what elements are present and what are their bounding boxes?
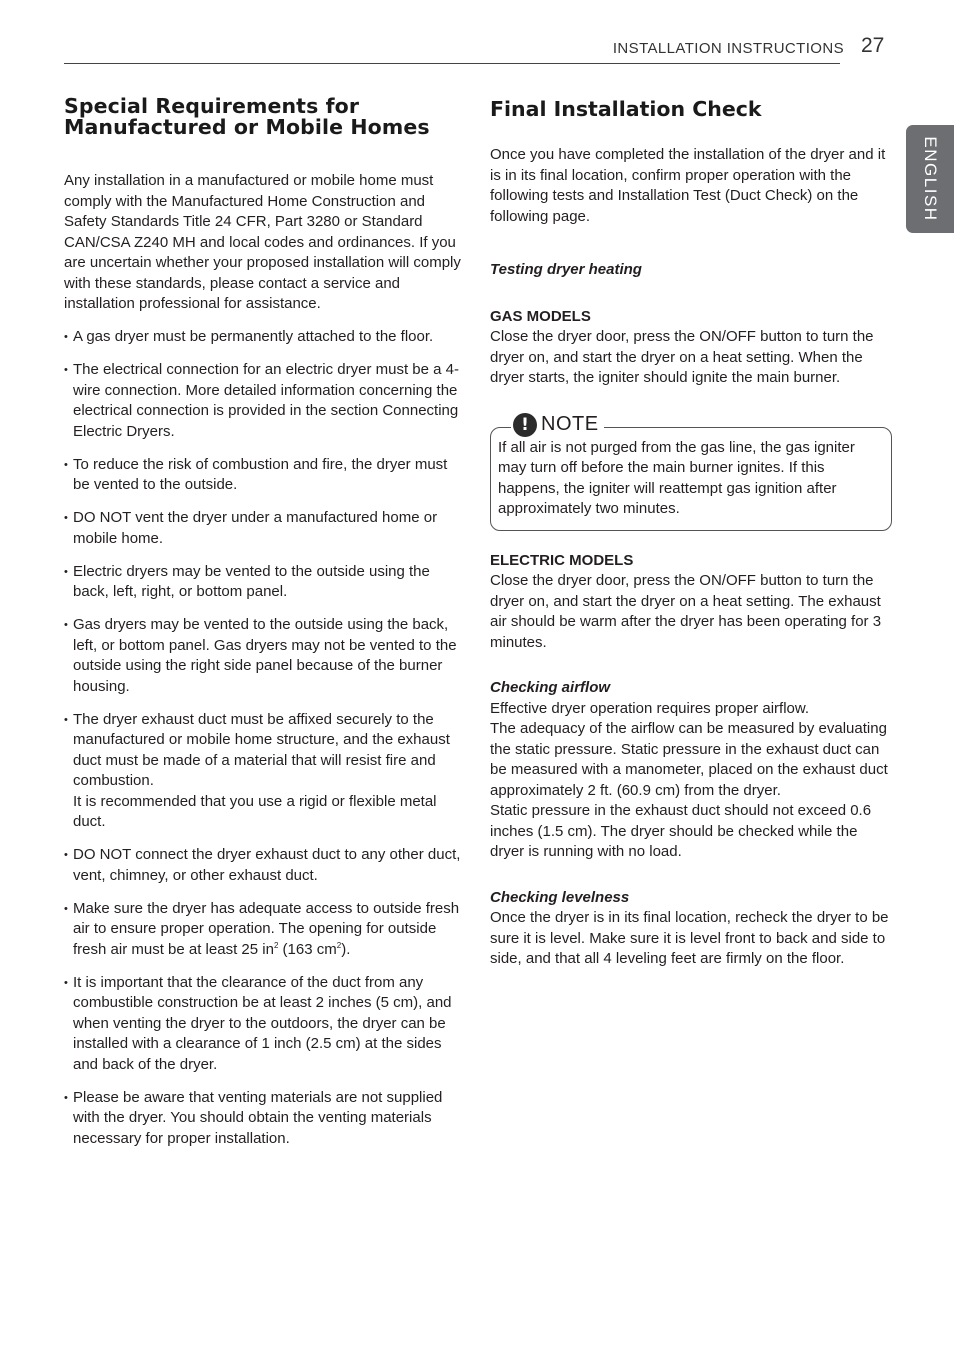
list-item: • DO NOT vent the dryer under a manufactured home or mobile home. bbox=[64, 508, 466, 549]
right-section-title: Final Installation Check bbox=[490, 97, 762, 121]
left-title-line2: Manufactured or Mobile Homes bbox=[64, 115, 430, 139]
list-item: • Electric dryers may be vented to the outside using the back, left, right, or bottom panel. bbox=[64, 562, 466, 603]
list-item bbox=[64, 710, 466, 833]
language-tab-label: ENGLISH bbox=[921, 136, 940, 222]
note-text: If all air is not purged from the gas line, the gas igniter may turn off before the main burner ignites. If this happens, the igniter will reattempt gas ignition after approximately two minutes. bbox=[498, 438, 855, 517]
list-item-continuation: It is recommended that you use a rigid or flexible metal duct. bbox=[73, 792, 437, 830]
list-item: • Please be aware that venting materials are not supplied with the dryer. You should obtain the venting materials necessary for proper installation. bbox=[64, 1088, 466, 1150]
left-section-title bbox=[64, 96, 466, 138]
note-box bbox=[490, 413, 892, 531]
airflow-text: The adequacy of the airflow can be measured by evaluating the static pressure. Static pressure in the exhaust duct can be measured with a manometer, placed on the exhaust duct approximately 2 ft. (60.9 cm) from the dryer. bbox=[490, 720, 888, 799]
note-label bbox=[511, 413, 604, 437]
left-column bbox=[64, 96, 466, 1149]
levelness-heading: Checking levelness bbox=[490, 888, 630, 906]
superscript: 2 bbox=[273, 940, 279, 950]
gas-models-text: Close the dryer door, press the ON/OFF button to turn the dryer on, and start the dryer on a heat setting. When the dryer starts, the igniter should ignite the main burner. bbox=[490, 328, 874, 386]
list-item-text: Make sure the dryer has adequate access to outside fresh air to ensure proper operation. The opening for outside fresh air must be at least 25 in bbox=[73, 899, 460, 958]
header-rule bbox=[64, 63, 840, 64]
electric-models-text: Close the dryer door, press the ON/OFF button to turn the dryer on, and start the dryer on a heat setting. The exhaust air should be warm after the dryer has been operating for 3 minutes. bbox=[490, 572, 882, 651]
airflow-text: Static pressure in the exhaust duct should not exceed 0.6 inches (1.5 cm). The dryer should be checked while the dryer is running with no load. bbox=[490, 802, 872, 860]
page-number: 27 bbox=[861, 34, 885, 57]
requirements-list bbox=[64, 327, 466, 1149]
right-column bbox=[490, 96, 892, 970]
language-tab bbox=[906, 125, 954, 233]
list-item: • The electrical connection for an electric dryer must be a 4-wire connection. More detailed information concerning the electrical connection is provided in the section Connecting Electric Dryers. bbox=[64, 360, 466, 442]
list-item: • Gas dryers may be vented to the outside using the back, left, or bottom panel. Gas dryers may not be vented to the outside using the right side panel because of the burner housing. bbox=[64, 615, 466, 697]
right-intro-paragraph: Once you have completed the installation of the dryer and it is in its final location, confirm proper operation with the following tests and Installation Test (Duct Check) on the following page. bbox=[490, 146, 886, 225]
list-item bbox=[64, 899, 466, 961]
list-item-text: ). bbox=[341, 940, 351, 958]
airflow-text: Effective dryer operation requires proper airflow. bbox=[490, 699, 810, 717]
levelness-text: Once the dryer is in its final location, recheck the dryer to be sure it is level. Make sure it is level front to back and side to side, and that all 4 leveling feet are firmly on the floor. bbox=[490, 909, 889, 967]
list-item-text: (163 cm bbox=[278, 940, 337, 958]
superscript: 2 bbox=[336, 940, 342, 950]
exclamation-icon: ! bbox=[513, 413, 537, 437]
list-item: • It is important that the clearance of the duct from any combustible construction be at least 2 inches (5 cm), and when venting the dryer to the outdoors, the dryer can be installed with a clearance of 1 inch (2.5 cm) at the sides and back of the dryer. bbox=[64, 973, 466, 1076]
note-title: NOTE bbox=[541, 413, 599, 435]
airflow-heading: Checking airflow bbox=[490, 679, 611, 696]
electric-models-heading: ELECTRIC MODELS bbox=[490, 551, 634, 569]
list-item: • To reduce the risk of combustion and fire, the dryer must be vented to the outside. bbox=[64, 455, 466, 496]
gas-models-heading: GAS MODELS bbox=[490, 307, 591, 325]
list-item: • A gas dryer must be permanently attached to the floor. bbox=[64, 327, 466, 348]
left-intro-paragraph: Any installation in a manufactured or mobile home must comply with the Manufactured Home Construction and Safety Standards Title 24 CFR, Part 3280 or Standard CAN/CSA Z240 MH and local codes and ordinances. If you are uncertain whether your proposed installation will comply with these standards, please contact a service and installation professional for assistance. bbox=[64, 172, 461, 312]
list-item: • DO NOT connect the dryer exhaust duct to any other duct, vent, chimney, or other exhaust duct. bbox=[64, 845, 466, 886]
left-title-line1: Special Requirements for bbox=[64, 94, 360, 118]
testing-heading: Testing dryer heating bbox=[490, 261, 642, 278]
running-header: INSTALLATION INSTRUCTIONS bbox=[612, 40, 844, 57]
list-item-text: The dryer exhaust duct must be affixed securely to the manufactured or mobile home structure, and the exhaust duct must be made of a material that will resist fire and combustion. bbox=[73, 710, 450, 789]
